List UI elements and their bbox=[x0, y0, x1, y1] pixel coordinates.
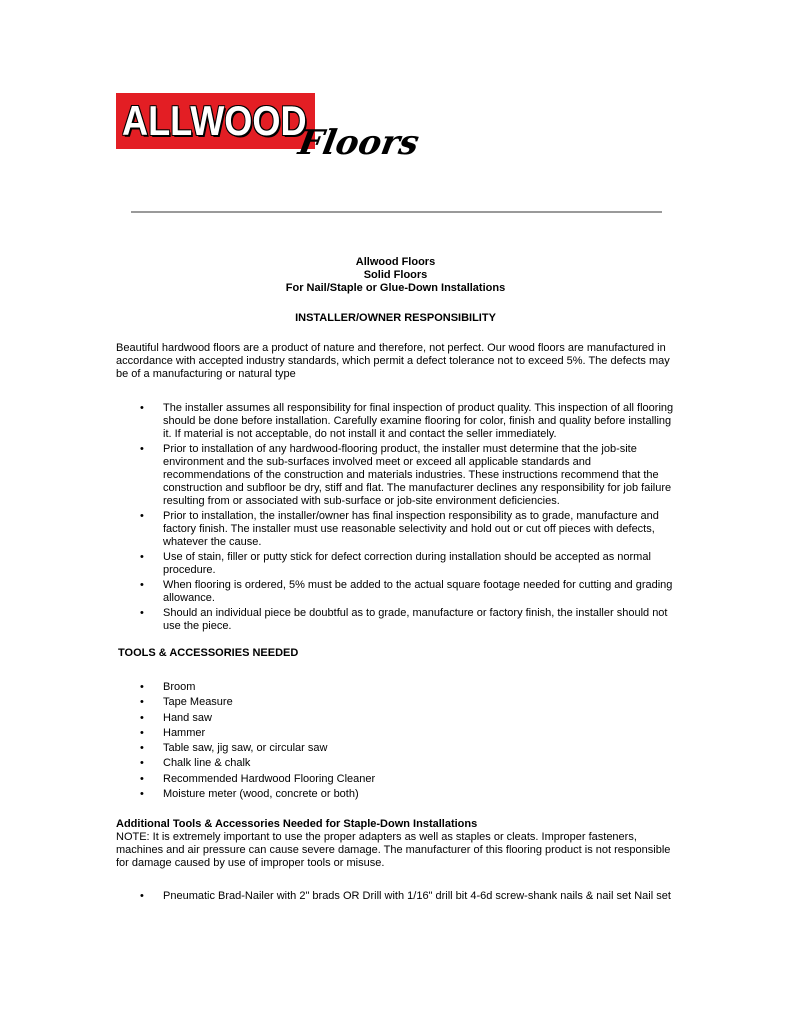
responsibility-list bbox=[136, 402, 676, 635]
bullet-icon: • bbox=[140, 711, 144, 724]
intro-paragraph: Beautiful hardwood floors are a product of nature and therefore, not perfect. Our wood floors are manufactured in accordance with accepted industry standards, which permit a defect tolerance not to exceed 5%. The defects may be of a manufacturing or natural type bbox=[116, 342, 670, 380]
bullet-icon: • bbox=[140, 742, 144, 755]
bullet-icon: • bbox=[140, 579, 144, 591]
responsibility-heading: INSTALLER/OWNER RESPONSIBILITY bbox=[295, 312, 496, 324]
list-item bbox=[136, 402, 676, 441]
bullet-icon: • bbox=[140, 696, 144, 709]
bullet-icon: • bbox=[140, 510, 144, 522]
list-item-text: Recommended Hardwood Flooring Cleaner bbox=[163, 772, 376, 785]
list-item bbox=[136, 510, 676, 549]
list-item bbox=[136, 890, 696, 903]
bullet-icon: • bbox=[140, 551, 144, 563]
note-paragraph: NOTE: It is extremely important to use the proper adapters as well as staples or cleats. Improper fasteners, machines and air pressure can cause severe damage. The manufacturer of this flooring product is not responsible for damage caused by use of improper tools or misuse. bbox=[116, 831, 671, 869]
list-item-text: Pneumatic Brad-Nailer with 2" brads OR Drill with 1/16" drill bit 4-6d screw-shank nails & nail set Nail set bbox=[163, 890, 671, 902]
list-item bbox=[136, 696, 676, 711]
logo-script-word: Floors bbox=[295, 123, 422, 163]
list-item bbox=[136, 443, 676, 508]
list-item-text: Hammer bbox=[163, 726, 206, 739]
list-item bbox=[136, 788, 676, 803]
document-title bbox=[116, 256, 675, 295]
list-item-text: Use of stain, filler or putty stick for defect correction during installation should be accepted as normal procedure. bbox=[163, 551, 651, 576]
additional-tools-heading: Additional Tools & Accessories Needed for Staple-Down Installations bbox=[116, 818, 478, 830]
bullet-icon: • bbox=[140, 788, 144, 801]
bullet-icon: • bbox=[140, 726, 144, 739]
bullet-icon: • bbox=[140, 443, 144, 455]
allwood-floors-logo bbox=[116, 93, 422, 173]
list-item bbox=[136, 773, 676, 788]
tools-heading: TOOLS & ACCESSORIES NEEDED bbox=[118, 647, 299, 659]
list-item-text: Chalk line & chalk bbox=[163, 757, 251, 770]
header-divider bbox=[131, 211, 662, 213]
list-item bbox=[136, 742, 676, 757]
bullet-icon: • bbox=[140, 681, 144, 693]
list-item bbox=[136, 551, 676, 577]
list-item-text: Prior to installation, the installer/owner has final inspection responsibility as to grade, manufacture and factory finish. The installer must use reasonable selectivity and hold out or cut off pieces with defects, whatever the cause. bbox=[163, 510, 659, 548]
title-line-1: Allwood Floors bbox=[355, 256, 436, 268]
bullet-icon: • bbox=[140, 402, 144, 414]
list-item bbox=[136, 607, 676, 633]
list-item-text: Broom bbox=[163, 681, 196, 693]
bullet-icon: • bbox=[140, 772, 144, 785]
bullet-icon: • bbox=[140, 607, 144, 619]
list-item-text: Should an individual piece be doubtful as to grade, manufacture or factory finish, the installer should not use the piece. bbox=[163, 607, 668, 632]
title-line-2: Solid Floors bbox=[363, 269, 428, 281]
list-item-text: Hand saw bbox=[163, 711, 212, 724]
staple-tools-list bbox=[136, 890, 696, 903]
bullet-icon: • bbox=[140, 890, 144, 902]
list-item bbox=[136, 579, 676, 605]
tools-list bbox=[136, 681, 676, 803]
list-item bbox=[136, 727, 676, 742]
logo-brand-word: ALLWOOD bbox=[122, 97, 307, 144]
list-item-text: The installer assumes all responsibility for final inspection of product quality. This inspection of all flooring should be done before installation. Carefully examine flooring for color, finish and quality before installing it. If material is not acceptable, do not install it and contact the seller immediately. bbox=[163, 402, 674, 440]
list-item-text: Tape Measure bbox=[163, 696, 233, 709]
list-item-text: Table saw, jig saw, or circular saw bbox=[163, 742, 328, 755]
title-line-3: For Nail/Staple or Glue-Down Installations bbox=[285, 282, 506, 294]
list-item bbox=[136, 681, 676, 696]
list-item bbox=[136, 757, 676, 772]
list-item-text: Moisture meter (wood, concrete or both) bbox=[163, 788, 359, 801]
list-item bbox=[136, 712, 676, 727]
list-item-text: When flooring is ordered, 5% must be added to the actual square footage needed for cutting and grading allowance. bbox=[163, 579, 673, 604]
bullet-icon: • bbox=[140, 757, 144, 770]
list-item-text: Prior to installation of any hardwood-flooring product, the installer must determine that the job-site environment and the sub-surfaces involved meet or exceed all applicable standards and recommendations of the construction and materials industries. These instructions recommend that the construction and subfloor be dry, stiff and flat. The manufacturer declines any responsibility for job failure resulting from or associated with sub-surface or job-site environment deficiencies. bbox=[163, 443, 672, 507]
